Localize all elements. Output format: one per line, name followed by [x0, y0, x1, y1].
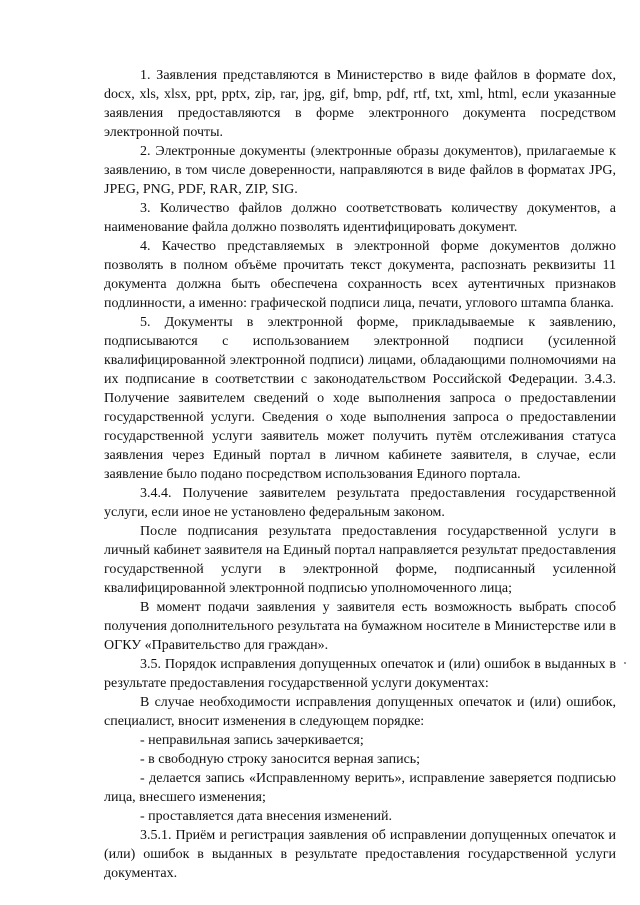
- paragraph-3-5-corrections: 3.5. Порядок исправления допущенных опечаток и (или) ошибок в выданных в результате предоставления государственной услуги документах:: [104, 657, 616, 691]
- paragraph-1-file-formats: 1. Заявления представляются в Министерство в виде файлов в формате dox, docx, xls, xlsx, ppt, pptx, zip, rar, jpg, gif, bmp, pdf, rtf, txt, xml, html, если указанные заявления предоставляются в форме электронного документа посредством электронной почты.: [104, 68, 616, 140]
- paragraph-correction-procedure: В случае необходимости исправления допущенных опечаток и (или) ошибок, специалист, вносит изменения в следующем порядке:: [104, 695, 616, 729]
- paragraph-2-electronic-documents: 2. Электронные документы (электронные образы документов), прилагаемые к заявлению, в том числе доверенности, направляются в виде файлов в форматах JPG, JPEG, PNG, PDF, RAR, ZIP, SIG.: [104, 144, 616, 197]
- paragraph-after-signing: После подписания результата предоставления государственной услуги в личный кабинет заявителя на Единый портал направляется результат предоставления государственной услуги в электронной форме, подписанный усиленной квалифицированной электронной подписью уполномоченного лица;: [104, 524, 616, 596]
- paragraph-3-4-4-result: 3.4.4. Получение заявителем результата предоставления государственной услуги, если иное не установлено федеральным законом.: [104, 486, 616, 520]
- paragraph-paper-result: В момент подачи заявления у заявителя есть возможность выбрать способ получения дополнительного результата на бумажном носителе в Министерстве или в ОГКУ «Правительство для граждан».: [104, 600, 616, 653]
- paragraph-3-5-1-registration: 3.5.1. Приём и регистрация заявления об исправлении допущенных опечаток и (или) ошибок в выданных в результате предоставления государственной услуги документах.: [104, 828, 616, 881]
- list-item-date: - проставляется дата внесения изменений.: [140, 809, 392, 824]
- paragraph-4-document-quality: 4. Качество представляемых в электронной форме документов должно позволять в полном объёме прочитать текст документа, распознать реквизиты 11 документа должна быть обеспечена сохранность всех аутентичных признаков подлинности, а именно: графической подписи лица, печати, углового штампа бланка.: [104, 239, 616, 311]
- scan-speck: [624, 662, 626, 664]
- list-item-strike-out: - неправильная запись зачеркивается;: [140, 733, 364, 748]
- list-item-certify: - делается запись «Исправленному верить», исправление заверяется подписью лица, внесшего изменения;: [104, 771, 616, 805]
- paragraph-3-file-count: 3. Количество файлов должно соответствовать количеству документов, а наименование файла должно позволять идентифицировать документ.: [104, 201, 616, 235]
- list-item-correct-entry: - в свободную строку заносится верная запись;: [140, 752, 421, 767]
- paragraph-5-electronic-signature: 5. Документы в электронной форме, прикладываемые к заявлению, подписываются с использованием электронной подписи (усиленной квалифицированной электронной подписи) лицами, обладающими полномочиями на их подписание в соответствии с законодательством Российской Федерации. 3.4.3. Получение заявителем сведений о ходе выполнения запроса о предоставлении государственной услуги. Сведения о ходе выполнения запроса о предоставлении государственной услуги заявитель может получить путём отслеживания статуса заявления через Единый портал в личном кабинете заявителя, в случае, если заявление было подано посредством использования Единого портала.: [104, 315, 616, 482]
